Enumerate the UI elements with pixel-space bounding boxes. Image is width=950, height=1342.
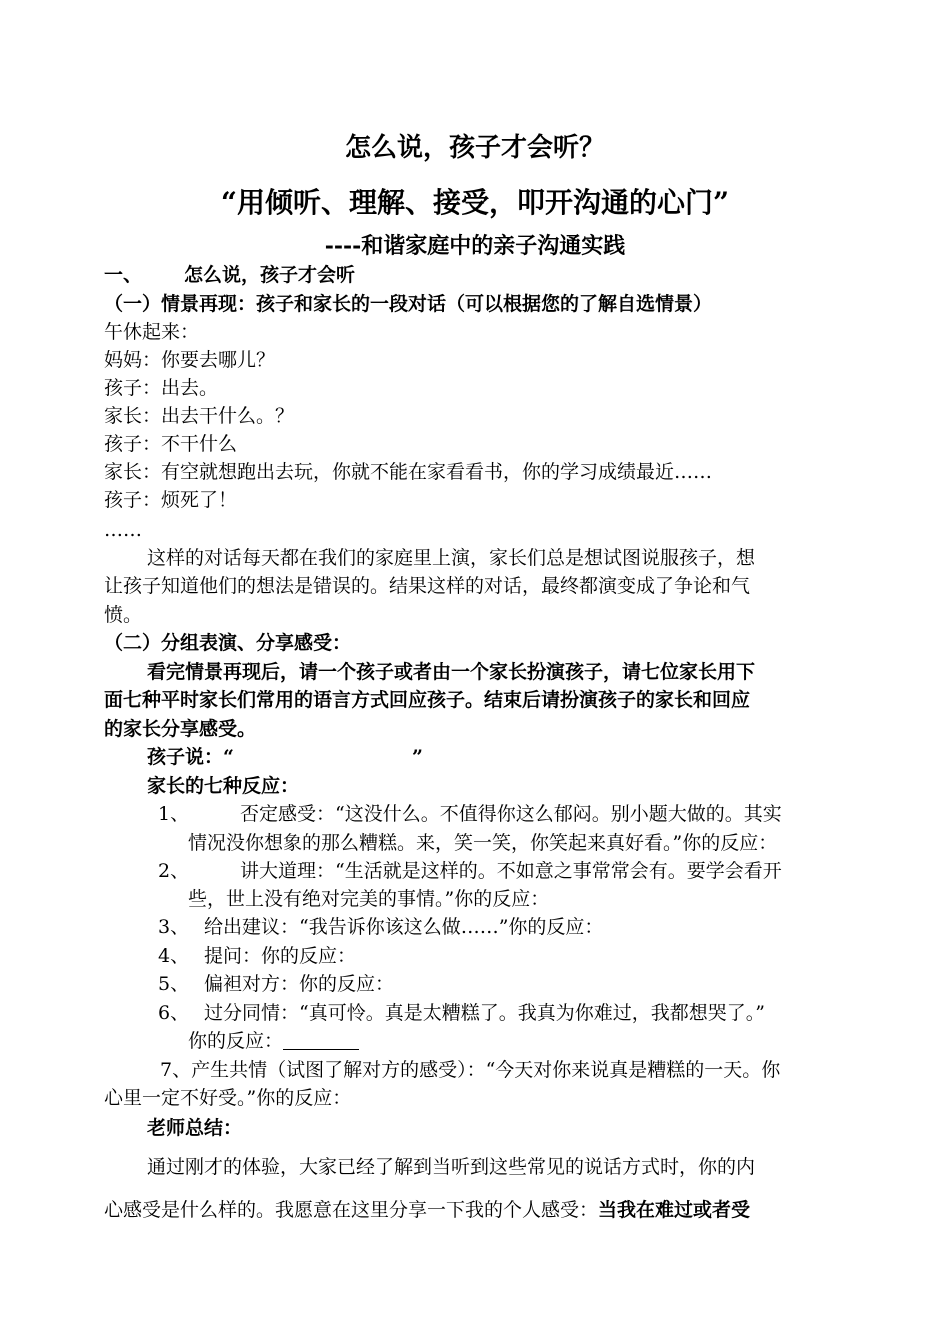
list-item-1-cont: 情况没你想象的那么糟糕。来，笑一笑，你笑起来真好看。”你的反应： [188,832,778,854]
dialogue-line: 午休起来： [104,321,200,343]
seven-reactions-heading: 家长的七种反应： [147,775,300,797]
summary-bold-text: 当我在难过或者受 [598,1199,751,1221]
list-item-7: 7、产生共情（试图了解对方的感受）：“今天对你来说真是糟糕的一天。你 [160,1059,781,1081]
dialogue-line: 孩子：烦死了！ [104,489,238,511]
list-text: 讲大道理：“生活就是这样的。不如意之事常常会有。要学会看开 [240,860,782,882]
list-number: 4、 [158,945,190,967]
part-heading-2: （二）分组表演、分享感受： [104,632,352,654]
paragraph-line: 愤。 [104,604,143,626]
list-number: 1、 [158,803,190,825]
dialogue-line: 家长：出去干什么。？ [104,405,295,427]
list-number: 3、 [158,916,190,938]
list-text: 提问：你的反应： [204,945,357,967]
section-heading [104,261,355,289]
dialogue-line: …… [104,519,142,541]
list-item-3 [158,913,603,941]
paragraph-line: 这样的对话每天都在我们的家庭里上演，家长们总是想试图说服孩子，想 [147,547,756,569]
list-item-6 [158,999,765,1027]
summary-line: 通过刚才的体验，大家已经了解到当听到这些常见的说话方式时，你的内 [147,1156,756,1178]
list-item-1 [158,800,782,828]
list-item-6-cont [188,1027,359,1055]
summary-text: 心感受是什么样的。我愿意在这里分享一下我的个人感受： [104,1199,599,1221]
list-item-2-cont: 些，世上没有绝对完美的事情。”你的反应： [188,888,550,910]
bold-paragraph-line: 的家长分享感受。 [104,718,257,740]
child-says-label: 孩子说：“ [147,746,234,768]
child-says-line [147,743,423,771]
dialogue-line: 孩子：出去。 [104,377,219,399]
list-item-2 [158,857,782,885]
list-item-7-cont: 心里一定不好受。”你的反应： [104,1087,352,1109]
page-subtitle: “用倾听、理解、接受，叩开沟通的心门” [220,186,730,219]
bold-paragraph-line: 看完情景再现后，请一个孩子或者由一个家长扮演孩子，请七位家长用下 [147,661,756,683]
part-heading-1: （一）情景再现：孩子和家长的一段对话（可以根据您的了解自选情景） [104,293,713,315]
list-text: 否定感受：“这没什么。不值得你这么郁闷。别小题大做的。其实 [240,803,782,825]
list-number: 5、 [158,973,190,995]
dialogue-line: 孩子：不干什么 [104,433,238,455]
list-text: 你的反应： [188,1030,284,1052]
section-number: 一、 [104,264,143,286]
bold-paragraph-line: 面七种平时家长们常用的语言方式回应孩子。结束后请扮演孩子的家长和回应 [104,689,751,711]
list-item-5 [158,970,394,998]
section-title: 怎么说，孩子才会听 [184,264,356,286]
child-says-close-quote: ” [411,746,423,768]
page-title: 怎么说，孩子才会听？ [344,133,605,163]
list-number: 2、 [158,860,190,882]
answer-blank [283,1031,359,1050]
page-subtitle-secondary: ----和谐家庭中的亲子沟通实践 [324,233,626,259]
dialogue-line: 妈妈：你要去哪儿？ [104,349,276,371]
list-text: 给出建议：“我告诉你该这么做……”你的反应： [204,916,604,938]
list-number: 6、 [158,1002,190,1024]
list-text: 过分同情：“真可怜。真是太糟糕了。我真为你难过，我都想哭了。” [204,1002,765,1024]
paragraph-line: 让孩子知道他们的想法是错误的。结果这样的对话，最终都演变成了争论和气 [104,575,751,597]
dialogue-line: 家长：有空就想跑出去玩，你就不能在家看看书，你的学习成绩最近…… [104,461,713,483]
list-item-4 [158,942,356,970]
teacher-summary-heading: 老师总结： [147,1117,243,1139]
summary-line [104,1196,750,1224]
list-text: 偏袒对方：你的反应： [204,973,395,995]
